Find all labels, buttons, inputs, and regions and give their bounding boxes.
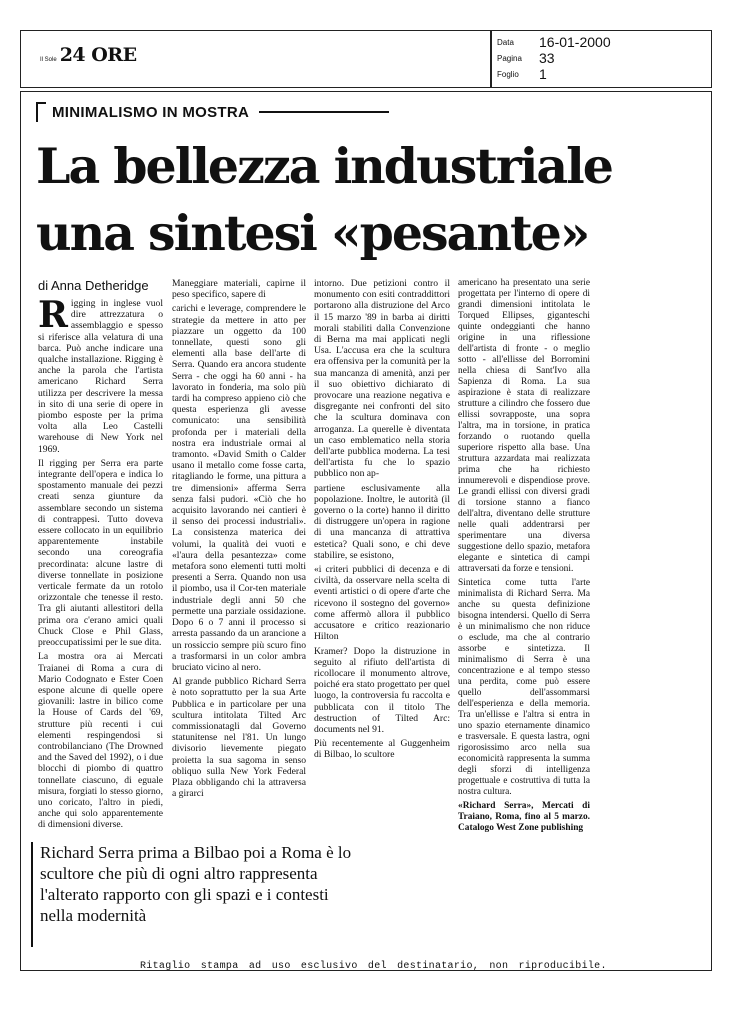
meta-key: Data [497, 37, 514, 47]
paragraph: americano ha presentato una serie progettata per l'interno di opere di grandi dimensioni intitolata le Torqued Ellipses, giganteschi quinte ondeggianti che hanno origine in una riflessione dell'artista di fronte - o meglio sotto - all'ellisse del Borromini nella chiesa di Sant'Ivo alla Sapienza di Roma. La sua aspirazione è stata di realizzare strutture a cilindro che fossero due ellissi sovrapposte, una sopra l'altra, ma in torsione, in pratica forzando o ruotando quella superiore rispetto alla base. Una struttura azzardata mai realizzata prima che ha richiesto innumerevoli e dispendiose prove. Le grandi ellissi con diversi gradi di torsione stanno a fianco dell'altra, diventano delle strutture nelle quali addentrarsi per sperimentare una diversa suggestione dello spazio, metafora elegante e sintetica di campi attraversati da forze e tensioni. [458, 278, 590, 574]
logo-big-text: 24 ORE [59, 44, 137, 66]
paragraph-text: igging in inglese vuol dire attrezzatura o assemblaggio e spesso si riferisce alla velatura di una barca. Può anche indicare una qualche installazione. Rigging è anche la parola che l'artista americano Richard Serra utilizza per descrivere la messa in sito di una serie di opere in piombo esposte per la prima volta alla Leo Castelli warehouse di New York nel 1969. [38, 298, 163, 455]
meta-key: Foglio [497, 69, 519, 79]
footer-disclaimer: Ritaglio stampa ad uso esclusivo del destinatario, non riproducibile. [140, 961, 607, 972]
article-column-3 [314, 278, 450, 764]
kicker [36, 102, 389, 122]
kicker-text: MINIMALISMO IN MOSTRA [52, 103, 250, 121]
meta-row-page [497, 50, 611, 66]
article-column-4 [458, 278, 590, 837]
paragraph: Il rigging per Serra era parte integrante dell'opera e indica lo spostamento manuale dei pezzi creati senza giunture da assemblare secondo un sistema di contrappesi. Tutto doveva essere collocato in un equilibrio apparentemente instabile secondo una coreografia precordinata: alcune lastre di diverse tonnellate in posizione verticale fermate da un rotolo orizzontale che tenesse il resto. Tra gli aiutanti allestitori della prima ora c'erano amici quali Chuck Close e Phil Glass, preoccupatissimi per le sue dita. [38, 457, 163, 649]
paragraph: Più recentemente al Guggenheim di Bilbao, lo scultore [314, 738, 450, 761]
logo-small-text: Il Sole [40, 57, 57, 63]
kicker-bracket [36, 102, 46, 122]
headline-line-2: una sintesi «pesante» [36, 204, 589, 262]
newspaper-logo [40, 44, 137, 66]
paragraph: partiene esclusivamente alla popolazione. Inoltre, le autorità (il governo o la corte) hanno il diritto di distruggere un'opera in ragione di una mancanza di attrattiva estetica? Quali sono, e chi deve stabilire, se esistono, [314, 482, 450, 561]
pull-quote: Richard Serra prima a Bilbao poi a Roma è lo scultore che più di ogni altro rappresenta l'alterato rapporto con gli spazi e i contesti nella modernità [40, 843, 352, 925]
article-column-1 [38, 294, 163, 834]
meta-value: 1 [539, 66, 547, 82]
paragraph: intorno. Due petizioni contro il monumento con esiti contraddittori portarono alla distruzione del Arco il 15 marzo '89 in barba ai diritti morali stabiliti dalla Convenzione di Berna ma mai applicati negli Usa. L'accusa era che la scultura era offensiva per la comunità per la sua mancanza di amenità, anzi per il suo obiettivo dichiarato di provocare una reazione negativa e disgregante nei confronti del sito che la scultura dominava con arroganza. La querelle è diventata un caso emblematico nella storia dell'arte pubblica moderna. La tesi dell'artista fu che lo spazio pubblico non ap- [314, 278, 450, 480]
paragraph: Maneggiare materiali, capirne il peso specifico, sapere di [172, 278, 306, 301]
paragraph: «i criteri pubblici di decenza e di civiltà, da osservare nella scelta di eventi artistici o di opere d'arte che ricevono il sostegno del governo» come affermò allora il pubblico accusatore e critico reazionario Hilton [314, 564, 450, 643]
paragraph: Kramer? Dopo la distruzione in seguito al rifiuto dell'artista di ricollocare il monumento altrove, poiché era stato progettato per quel luogo, la controversia fu raccolta e pubblicata con il titolo The destruction of Tilted Arc: documents nel 91. [314, 645, 450, 735]
paragraph: La mostra ora ai Mercati Traianei di Roma a cura di Mario Codognato e Ester Coen espone alcune di quelle opere giovanili: lastre in bilico come la House of Cards del '69, strutture più recenti i cui elementi respingendosi si controbilanciano (The Drowned and the Saved del 1992), o i due blocchi di piombo di quattro tonnellate ciascuno, di eguale misura, forgiati lo stesso giorno, uno coricato, l'altro in piedi, anche qui solo apparentemente di dimensioni diverse. [38, 651, 163, 831]
paragraph: Sintetica come tutta l'arte minimalista di Richard Serra. Ma anche su questa definizione bisogna intendersi. Quello di Serra è un minimalismo che non riduce o esclude, ma che al contrario assorbe e sintetizza. Il minimalismo di Serra è una concentrazione e al tempo stesso una perdita, come può essere quello dell'assommarsi dell'esperienza e della memoria. Tra un'ellisse e l'altra si entra in uno spazio eternamente dinamico e trasversale. E questa lastra, ogni rigorosissimo arco nella sua economicità rappresenta la summa degli sforzi di intelligenza progettuale e costruttiva di tutta la nostra cultura. [458, 578, 590, 797]
drop-cap: R [38, 294, 68, 336]
byline: di Anna Detheridge [38, 278, 149, 293]
article-column-2 [172, 278, 306, 802]
headline-line-1: La bellezza industriale [36, 137, 612, 195]
paragraph [38, 294, 163, 455]
kicker-rule [259, 111, 389, 113]
meta-value: 16-01-2000 [539, 34, 611, 50]
meta-row-sheet [497, 66, 611, 82]
pull-quote-rule [31, 842, 33, 947]
clipping-meta [497, 34, 611, 82]
paragraph: carichi e leverage, comprendere le strategie da mettere in atto per piazzare un oggetto da 100 tonnellate, questi sono gli elementi alla base dell'arte di Serra. Quando era ancora studente Serra - che oggi ha 60 anni - ha lavorato in fonderia, ma solo più tardi ha compreso appieno ciò che questa esperienza gli avesse comunicato: una sensibilità profonda per i materiali della nostra era industriale ormai al tramonto. «David Smith o Calder usano il metallo come fosse carta, ritagliando le forme, una pittura a tre dimensioni» afferma Serra senza falsi pudori. «Ciò che ho acquisito lavorando nei cantieri è il senso dei processi industriali». La consistenza materica dei volumi, la qualità dei vuoti e «l'aura della pesantezza» come metafora sono elementi tutti molti presenti a Serra. Quando non usa il piombo, usa il Cor-ten materiale industriale degli anni 50 che permette una parziale ossidazione. Dopo 6 o 7 anni il processo si arresta passando da un arancione a un rossiccio sempre più scuro fino a trasformarsi in un color ambra bruciato vicino al nero. [172, 303, 306, 673]
credits-paragraph: «Richard Serra», Mercati di Traiano, Roma, fino al 5 marzo. Catalogo West Zone publishing [458, 801, 590, 833]
meta-key: Pagina [497, 53, 522, 63]
meta-row-date [497, 34, 611, 50]
header-divider [490, 30, 492, 87]
meta-value: 33 [539, 50, 555, 66]
paragraph: Al grande pubblico Richard Serra è noto soprattutto per la sua Arte Pubblica e in particolare per una scultura intitolata Tilted Arc commissionatagli dal Governo statunitense nel l'81. Un lungo divisorio lievemente piegato proietta la sua sagoma in senso obliquo sulla New York Federal Plaza obbligando chi la attraversa a girarci [172, 676, 306, 800]
